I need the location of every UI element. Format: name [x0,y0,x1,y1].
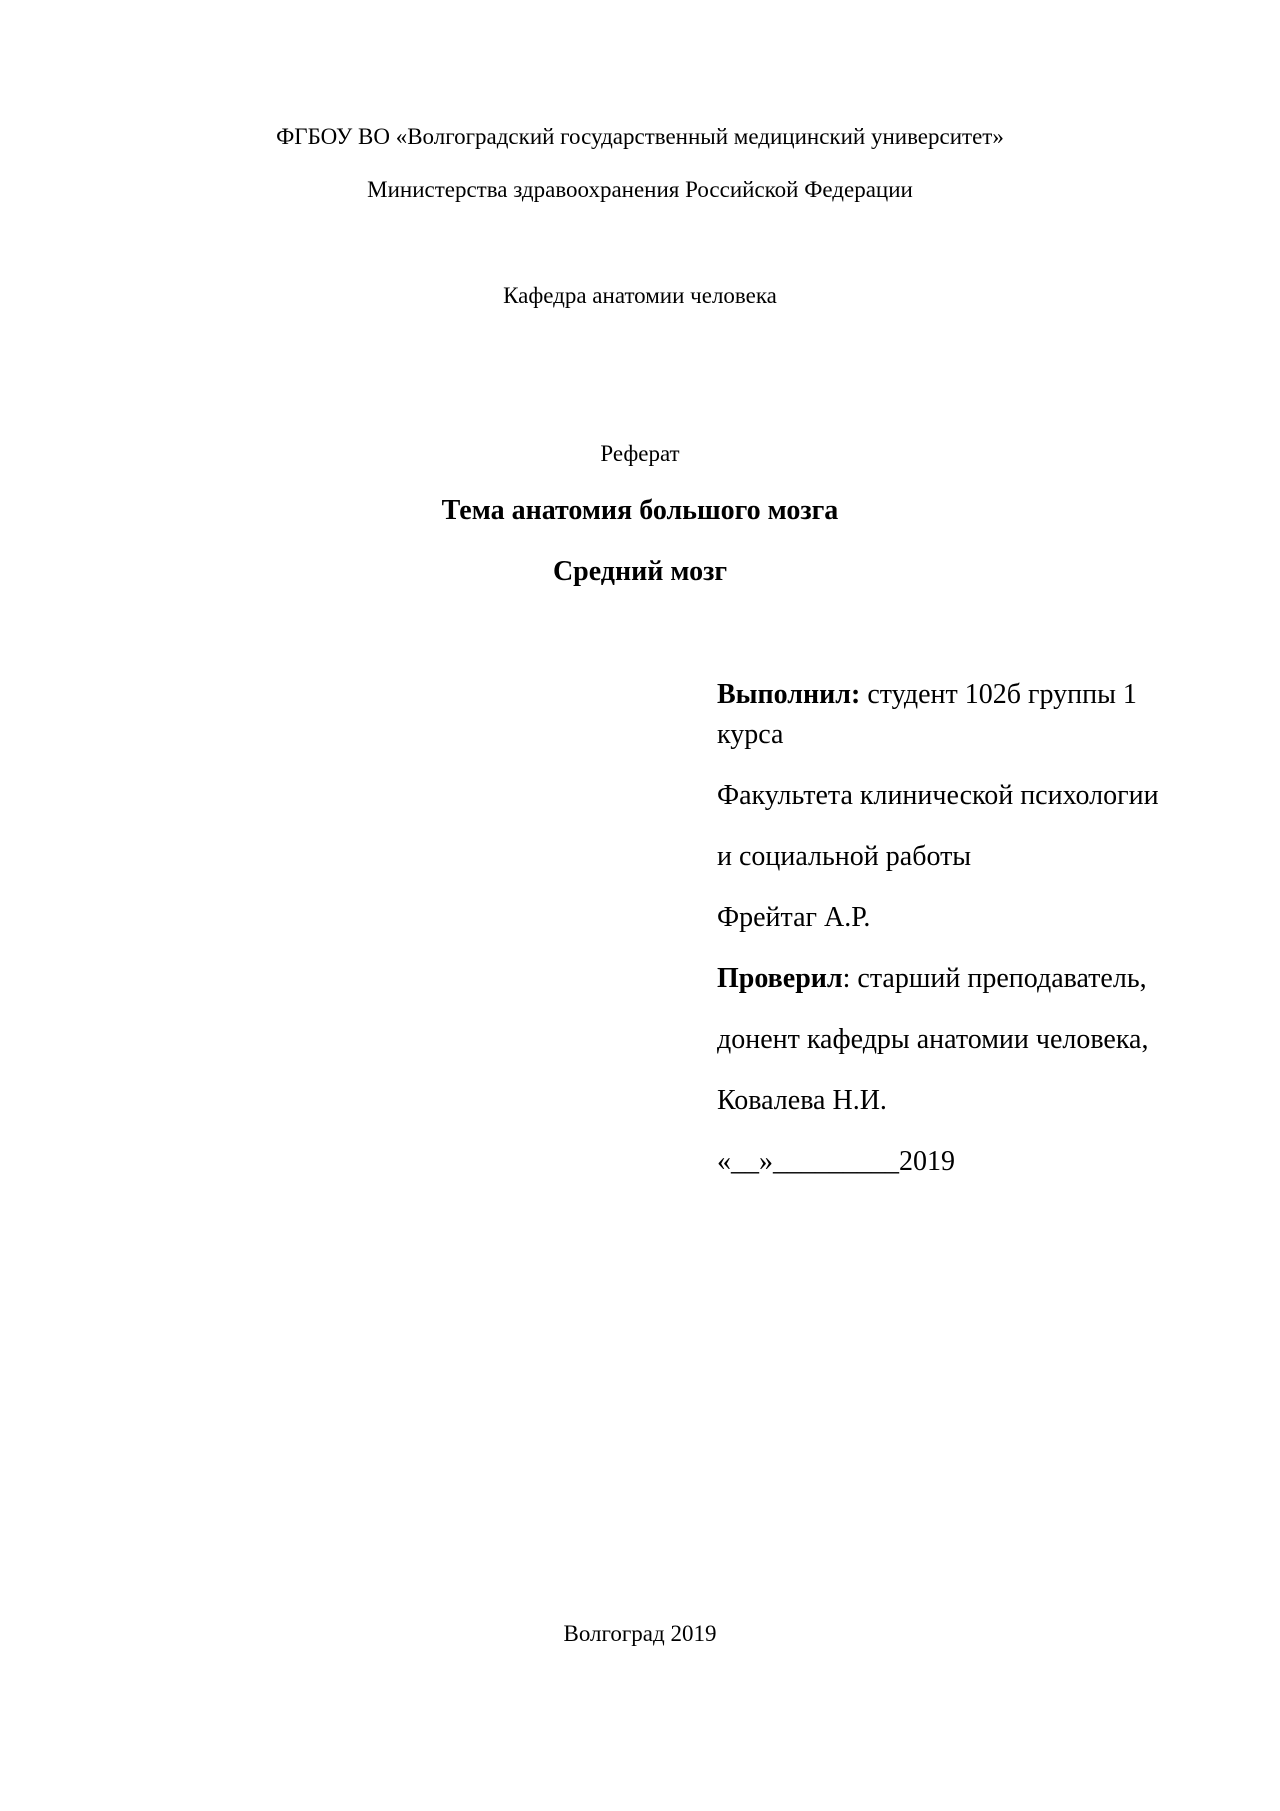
author-block [717,675,1197,1203]
ministry-name: Министерства здравоохранения Российской Федерации [367,177,913,202]
city-year: Волгоград 2019 [563,1621,717,1646]
performed-by-text: студент 102б группы 1 курса [717,679,1137,750]
institution-name: ФГБОУ ВО «Волгоградский государственный медицинский университет» [276,124,1004,149]
performed-by-label: Выполнил: [717,679,861,710]
student-name: Фрейтаг А.Р. [717,902,871,933]
document-type: Реферат [600,441,680,466]
checked-by-line [717,959,1197,999]
faculty-line: Факультета клинической психологии [717,780,1159,811]
teacher-name: Ковалева Н.И. [717,1085,887,1116]
faculty-line-2: и социальной работы [717,841,972,872]
document-subtopic: Средний мозг [552,556,728,587]
teacher-position: донент кафедры анатомии человека, [717,1024,1149,1055]
performed-by-line [717,675,1197,755]
department-name: Кафедра анатомии человека [503,283,777,308]
checked-by-text: : старший преподаватель, [842,963,1147,994]
document-topic: Тема анатомия большого мозга [441,495,839,526]
date-line: «__»_________2019 [717,1146,955,1177]
checked-by-label: Проверил [717,963,843,994]
